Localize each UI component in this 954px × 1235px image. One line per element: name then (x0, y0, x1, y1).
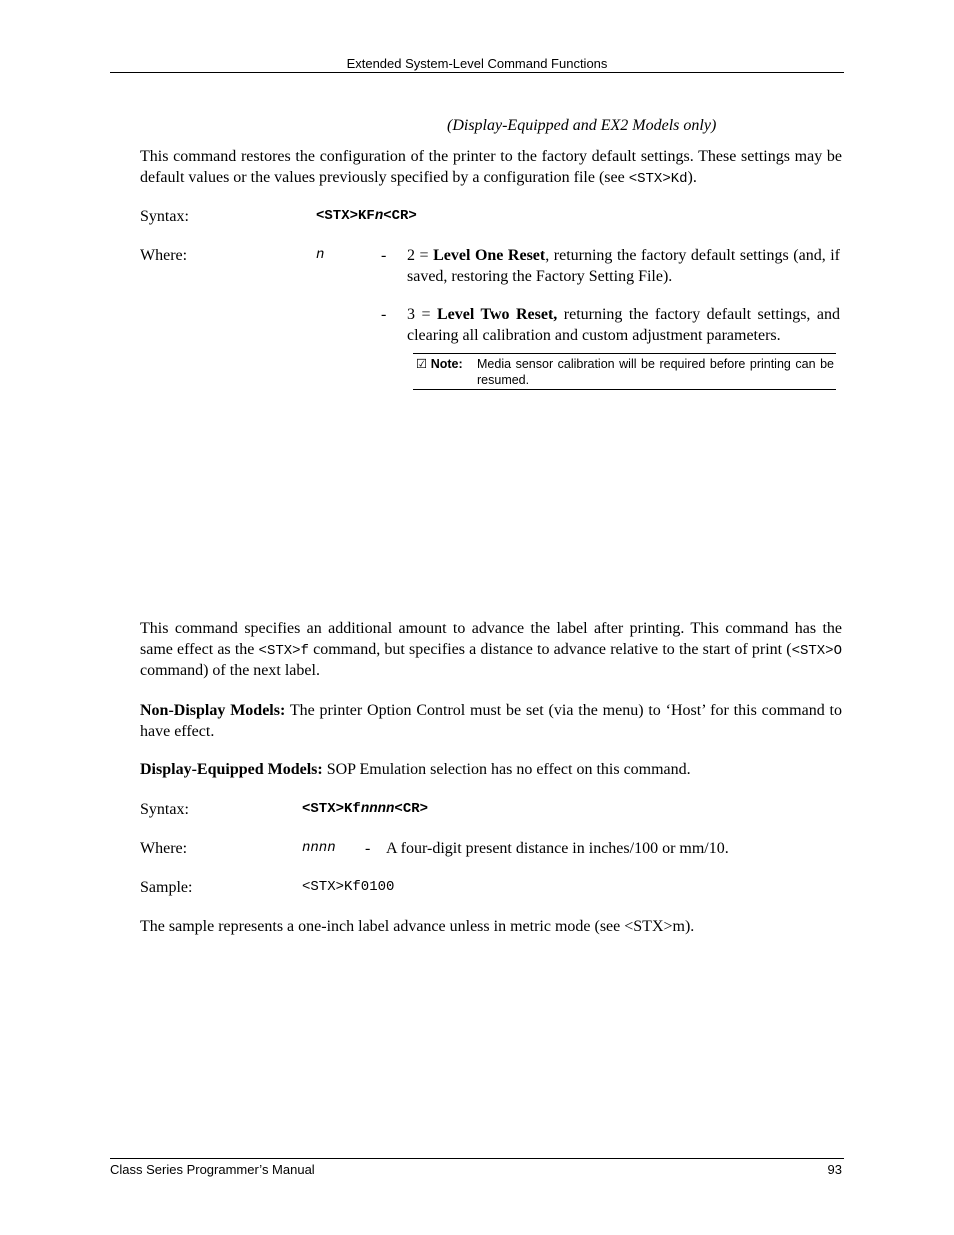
non-display-models-note: Non-Display Models: The printer Option Control must be set (via the menu) to ‘Host’ for this command to have effect. (140, 702, 843, 740)
where-dash: - (365, 840, 371, 857)
section1-description: This command restores the configuration of the printer to the factory default settings. These settings may be default values or the values previously specified by a configuration file (see <STX>Kd). (140, 148, 842, 187)
display-equipped-models-note: Display-Equipped Models: SOP Emulation selection has no effect on this command. (140, 761, 691, 778)
section2-description: This command specifies an additional amount to advance the label after printing. This command has the same effect as the <STX>f command, but specifies a distance to advance relative to the start of print (<STX>O command) of the next label. (140, 620, 842, 679)
sample-code: <STX>Kf0100 (302, 879, 395, 895)
running-header: Extended System-Level Command Functions (346, 56, 608, 71)
option-dash: - (381, 306, 387, 323)
note-bottom-rule (413, 389, 836, 390)
syntax-label: Syntax: (140, 208, 189, 225)
closing-note: The sample represents a one-inch label advance unless in metric mode (see <STX>m). (140, 918, 695, 935)
note-label: ☑ Note: (416, 357, 463, 371)
inline-code: <STX>f (258, 642, 309, 659)
footer-rule (110, 1158, 844, 1159)
syntax-label: Syntax: (140, 801, 189, 818)
where-param: n (316, 247, 325, 263)
where-description: A four-digit present distance in inches/100 or mm/10. (386, 840, 729, 857)
where-param: nnnn (302, 840, 336, 856)
sample-label: Sample: (140, 879, 193, 896)
option-level-two: 3 = Level Two Reset, returning the factory default settings, and clearing all calibration and custom adjustment parameters. (407, 306, 841, 344)
option-level-one: 2 = Level One Reset, returning the factory default settings (and, if saved, restoring the Factory Setting File). (407, 247, 841, 285)
note-top-rule (413, 353, 836, 354)
checkbox-icon: ☑ (416, 357, 428, 371)
header-rule (110, 72, 844, 73)
syntax-code: <STX>Kfnnnn<CR> (302, 801, 429, 817)
syntax-code: <STX>KFn<CR> (316, 208, 417, 224)
note-text: Media sensor calibration will be required before printing can be resumed. (477, 357, 834, 387)
where-label: Where: (140, 840, 188, 857)
footer-title: Class Series Programmer’s Manual (110, 1162, 315, 1177)
inline-code: <STX>O (791, 642, 842, 659)
model-qualifier: (Display-Equipped and EX2 Models only) (447, 117, 717, 134)
page-number: 93 (827, 1162, 842, 1177)
where-label: Where: (140, 247, 188, 264)
option-dash: - (381, 247, 387, 264)
inline-code: <STX>Kd (628, 170, 688, 187)
